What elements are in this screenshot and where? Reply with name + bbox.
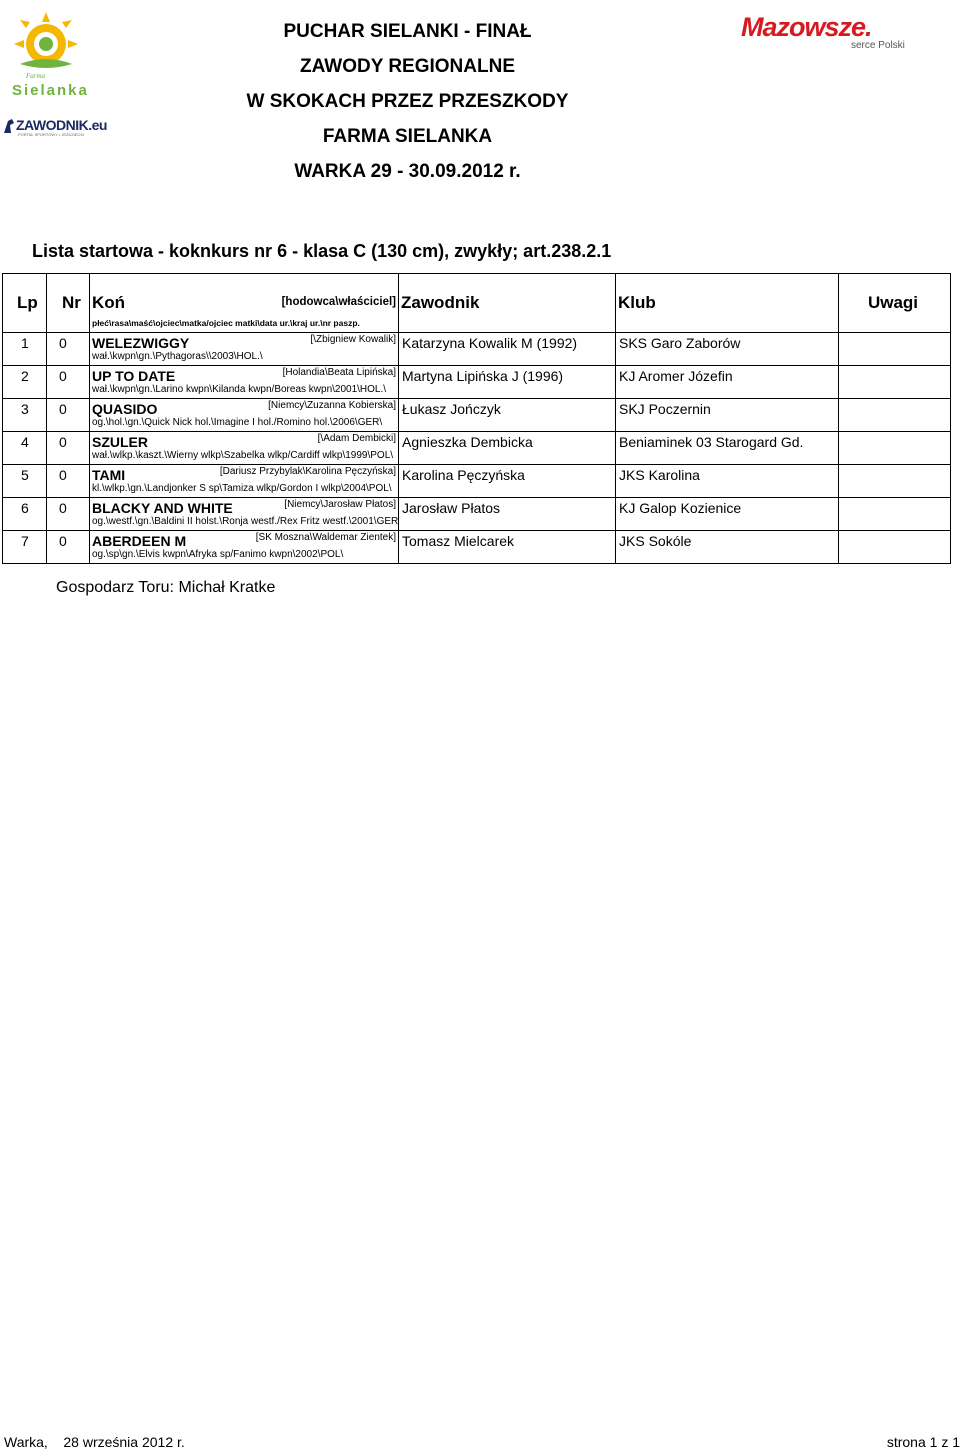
sun-icon bbox=[14, 12, 78, 64]
table-row bbox=[3, 498, 951, 531]
document-header bbox=[200, 14, 615, 189]
header-nr: Nr bbox=[62, 293, 81, 312]
table-row bbox=[3, 465, 951, 498]
horse-owner: [SK Moszna\Waldemar Zientek] bbox=[255, 532, 396, 543]
horse-logo-icon bbox=[2, 117, 16, 135]
zawodnik-logo-sub: PORTAL SPORTOWY • JEŹDZIECKI bbox=[18, 132, 85, 137]
horse-pedigree: kl.\wlkp.\gn.\Landjonker S sp\Tamiza wlkp/Gordon I wlkp\2004\POL\ bbox=[92, 483, 392, 494]
row-lp: 7 bbox=[21, 533, 29, 549]
rider-name: Tomasz Mielcarek bbox=[402, 533, 515, 549]
row-lp: 2 bbox=[21, 368, 29, 384]
row-lp: 4 bbox=[21, 434, 29, 450]
footer-date: Warka, 28 września 2012 r. bbox=[4, 1434, 185, 1450]
header-lp: Lp bbox=[17, 293, 38, 312]
rider-name: Katarzyna Kowalik M (1992) bbox=[402, 335, 578, 351]
header-kon: Koń bbox=[92, 293, 126, 312]
row-lp: 1 bbox=[21, 335, 29, 351]
horse-name: SZULER bbox=[92, 434, 148, 450]
header-line-3: W SKOKACH PRZEZ PRZESZKODY bbox=[246, 91, 569, 112]
row-nr: 0 bbox=[59, 401, 67, 417]
horse-name: QUASIDO bbox=[92, 401, 158, 417]
club-name: SKS Garo Zaborów bbox=[619, 335, 741, 351]
mazowsze-logo-text: Mazowsze. bbox=[741, 12, 872, 42]
row-lp: 3 bbox=[21, 401, 29, 417]
hill-icon bbox=[20, 59, 72, 68]
club-name: Beniaminek 03 Starogard Gd. bbox=[619, 434, 804, 450]
table-row bbox=[3, 531, 951, 564]
rider-name: Agnieszka Dembicka bbox=[402, 434, 533, 450]
row-lp: 6 bbox=[21, 500, 29, 516]
list-title: Lista startowa - koknkurs nr 6 - klasa C (130 cm), zwykły; art.238.2.1 bbox=[32, 241, 612, 261]
rider-name: Jarosław Płatos bbox=[402, 500, 501, 516]
rider-name: Łukasz Jończyk bbox=[402, 401, 501, 417]
table-row bbox=[3, 366, 951, 399]
horse-pedigree: og.\westf.\gn.\Baldini II holst.\Ronja westf./Rex Fritz westf.\2001\GER bbox=[92, 516, 399, 527]
club-name: KJ Galop Kozienice bbox=[619, 500, 742, 516]
row-nr: 0 bbox=[59, 467, 67, 483]
rider-name: Martyna Lipińska J (1996) bbox=[402, 368, 564, 384]
club-name: JKS Sokóle bbox=[619, 533, 692, 549]
horse-name: TAMI bbox=[92, 467, 126, 483]
table-row bbox=[3, 399, 951, 432]
horse-name: ABERDEEN M bbox=[92, 533, 187, 549]
start-list-table bbox=[2, 273, 951, 564]
row-nr: 0 bbox=[59, 533, 67, 549]
row-nr: 0 bbox=[59, 434, 67, 450]
row-nr: 0 bbox=[59, 500, 67, 516]
header-zawodnik: Zawodnik bbox=[401, 293, 480, 312]
course-designer: Gospodarz Toru: Michał Kratke bbox=[56, 579, 276, 596]
horse-pedigree: wał.\wlkp.\kaszt.\Wierny wlkp\Szabelka wlkp/Cardiff wlkp\1999\POL\ bbox=[92, 450, 394, 461]
table-row bbox=[3, 432, 951, 465]
header-uwagi: Uwagi bbox=[867, 293, 918, 312]
rider-name: Karolina Pęczyńska bbox=[402, 467, 525, 483]
horse-pedigree: og.\sp\gn.\Elvis kwpn\Afryka sp/Fanimo kwpn\2002\POL\ bbox=[92, 549, 344, 560]
mazowsze-logo bbox=[737, 12, 913, 56]
horse-name: BLACKY AND WHITE bbox=[92, 500, 233, 516]
horse-name: UP TO DATE bbox=[92, 368, 176, 384]
footer-page-number: strona 1 z 1 bbox=[886, 1434, 960, 1450]
sielanka-logo-text: Sielanka bbox=[12, 82, 89, 99]
horse-owner: [Holandia\Beata Lipińska] bbox=[282, 367, 396, 378]
table-header-row bbox=[3, 274, 951, 333]
club-name: SKJ Poczernin bbox=[619, 401, 711, 417]
header-line-4: FARMA SIELANKA bbox=[322, 126, 493, 147]
header-owner: [hodowca\właściciel] bbox=[281, 296, 396, 308]
row-nr: 0 bbox=[59, 335, 67, 351]
horse-name: WELEZWIGGY bbox=[92, 335, 190, 351]
table-row bbox=[3, 333, 951, 366]
row-nr: 0 bbox=[59, 368, 67, 384]
club-name: KJ Aromer Józefin bbox=[619, 368, 733, 384]
header-line-2: ZAWODY REGIONALNE bbox=[300, 56, 515, 77]
mazowsze-logo-sub: serce Polski bbox=[851, 40, 905, 51]
horse-owner: [\Zbigniew Kowalik] bbox=[310, 334, 396, 345]
header-pedigree-legend: płeć\rasa\maść\ojciec\matka/ojciec matki\data ur.\kraj ur.\nr paszp. bbox=[92, 318, 360, 328]
header-klub: Klub bbox=[618, 293, 656, 312]
zawodnik-logo bbox=[2, 114, 107, 138]
horse-pedigree: wał.\kwpn\gn.\Larino kwpn\Kilanda kwpn/Boreas kwpn\2001\HOL.\ bbox=[92, 384, 387, 395]
horse-owner: [Niemcy\Zuzanna Kobierska] bbox=[268, 400, 396, 411]
header-line-1: PUCHAR SIELANKI - FINAŁ bbox=[283, 21, 532, 42]
header-line-5: WARKA 29 - 30.09.2012 r. bbox=[294, 161, 521, 182]
zawodnik-logo-text: ZAWODNIK.eu bbox=[16, 117, 107, 133]
club-name: JKS Karolina bbox=[619, 467, 700, 483]
horse-owner: [Niemcy\Jarosław Płatos] bbox=[284, 499, 396, 510]
horse-owner: [Dariusz Przybylak\Karolina Pęczyńska] bbox=[219, 466, 396, 477]
horse-pedigree: og.\hol.\gn.\Quick Nick hol.\Imagine I hol./Romino hol.\2006\GER\ bbox=[92, 417, 383, 428]
sielanka-logo-small: Farma bbox=[26, 72, 46, 80]
horse-owner: [\Adam Dembicki] bbox=[317, 433, 396, 444]
row-lp: 5 bbox=[21, 467, 29, 483]
horse-pedigree: wał.\kwpn\gn.\Pythagoras\\2003\HOL.\ bbox=[92, 351, 263, 362]
farma-sielanka-logo bbox=[6, 6, 94, 100]
